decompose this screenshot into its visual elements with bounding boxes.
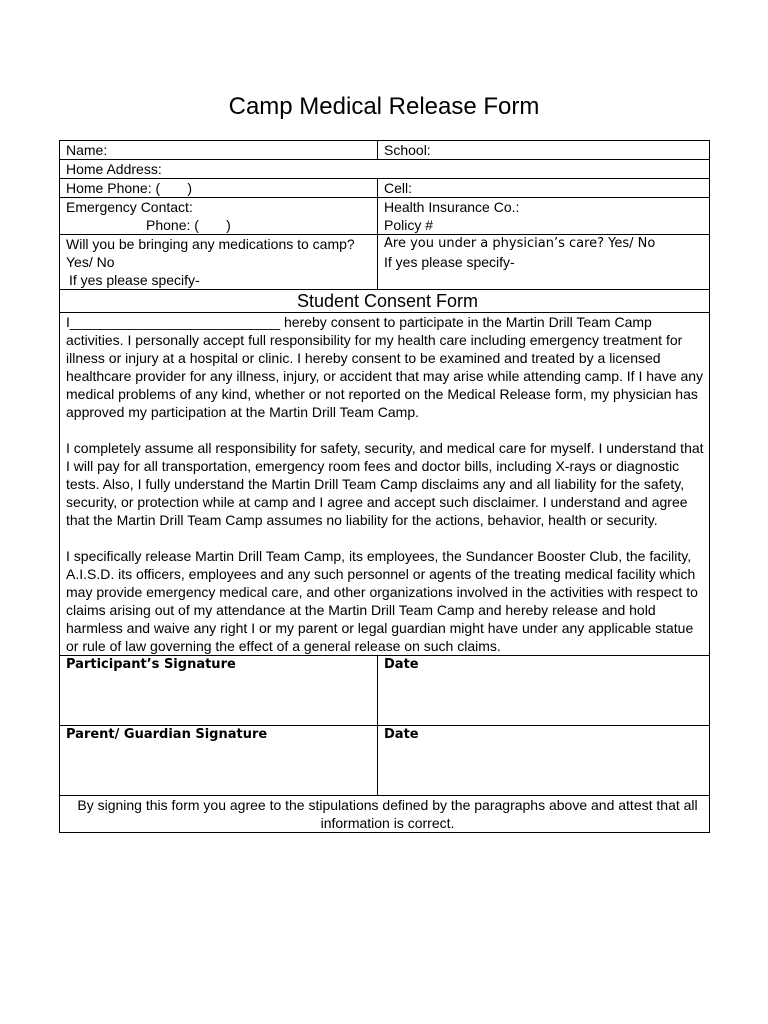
address-row	[60, 160, 710, 179]
footer-row	[60, 796, 710, 833]
participant-signature-row	[60, 656, 710, 726]
medications-specify: If yes please specify-	[69, 272, 200, 288]
footer-statement: By signing this form you agree to the stipulations defined by the paragraphs above and attest that all information is correct.	[60, 796, 710, 833]
consent-body-row	[60, 313, 710, 656]
emergency-contact-label: Emergency Contact:	[66, 199, 193, 215]
consent-heading-row	[60, 290, 710, 313]
name-field[interactable]: Name:	[60, 141, 378, 160]
medications-question: Will you be bringing any medications to camp?	[66, 236, 355, 252]
home-phone-field[interactable]: Home Phone: ( )	[60, 179, 378, 198]
cell-field[interactable]: Cell:	[378, 179, 710, 198]
policy-label: Policy #	[384, 217, 434, 233]
medications-yes-no: Yes/ No	[66, 254, 115, 270]
physician-specify: If yes please specify-	[384, 254, 515, 270]
participant-signature-field[interactable]: Participant’s Signature	[60, 656, 378, 726]
participant-date-field[interactable]: Date	[378, 656, 710, 726]
physician-question: Are you under a physician’s care? Yes/ No	[384, 236, 656, 251]
parent-signature-field[interactable]: Parent/ Guardian Signature	[60, 726, 378, 796]
consent-body	[60, 313, 710, 656]
physician-cell[interactable]	[378, 235, 710, 290]
consent-paragraph-2: I completely assume all responsibility for safety, security, and medical care for myself. I understand that I will pay for all transportation, emergency room fees and doctor bills, including X-rays or diagnostic tests. Also, I fully understand the Martin Drill Team Camp disclaims any and all liability for the safety, security, or protection while at camp and I agree and accept such disclaimer. I understand and agree that the Martin Drill Team Camp assumes no liability for the actions, behavior, health or security.	[66, 440, 704, 528]
emergency-contact-cell[interactable]	[60, 198, 378, 235]
health-insurance-label: Health Insurance Co.:	[384, 199, 520, 215]
parent-date-field[interactable]: Date	[378, 726, 710, 796]
name-row	[60, 141, 710, 160]
consent-heading: Student Consent Form	[60, 290, 710, 313]
page-title: Camp Medical Release Form	[228, 93, 540, 120]
parent-signature-row	[60, 726, 710, 796]
emergency-phone-label: Phone: ( )	[146, 217, 231, 233]
consent-paragraph-1: I___________________________ hereby consent to participate in the Martin Drill Team Camp activities. I personally accept full responsibility for my health care including emergency treatment for illness or injury at a hospital or clinic. I hereby consent to be examined and treated by a licensed healthcare provider for any illness, injury, or accident that may arise while attending camp. If I have any medical problems of any kind, whether or not reported on the Medical Release form, my physician has approved my participation at the Martin Drill Team Camp.	[66, 314, 704, 420]
insurance-cell[interactable]	[378, 198, 710, 235]
consent-paragraph-3: I specifically release Martin Drill Team Camp, its employees, the Sundancer Booster Club, the facility, A.I.S.D. its officers, employees and any such personnel or agents of the treating medical facility which may provide emergency medical care, and other organizations involved in the activities with respect to claims arising out of my attendance at the Martin Drill Team Camp and hereby release and hold harmless and waive any right I or my parent or legal guardian might have under any applicable statue or rule of law governing the effect of a general release on such claims.	[66, 548, 698, 654]
emergency-row	[60, 198, 710, 235]
medical-questions-row	[60, 235, 710, 290]
phone-row	[60, 179, 710, 198]
home-address-field[interactable]: Home Address:	[60, 160, 710, 179]
medications-cell[interactable]	[60, 235, 378, 290]
school-field[interactable]: School:	[378, 141, 710, 160]
release-form-table	[59, 140, 710, 833]
